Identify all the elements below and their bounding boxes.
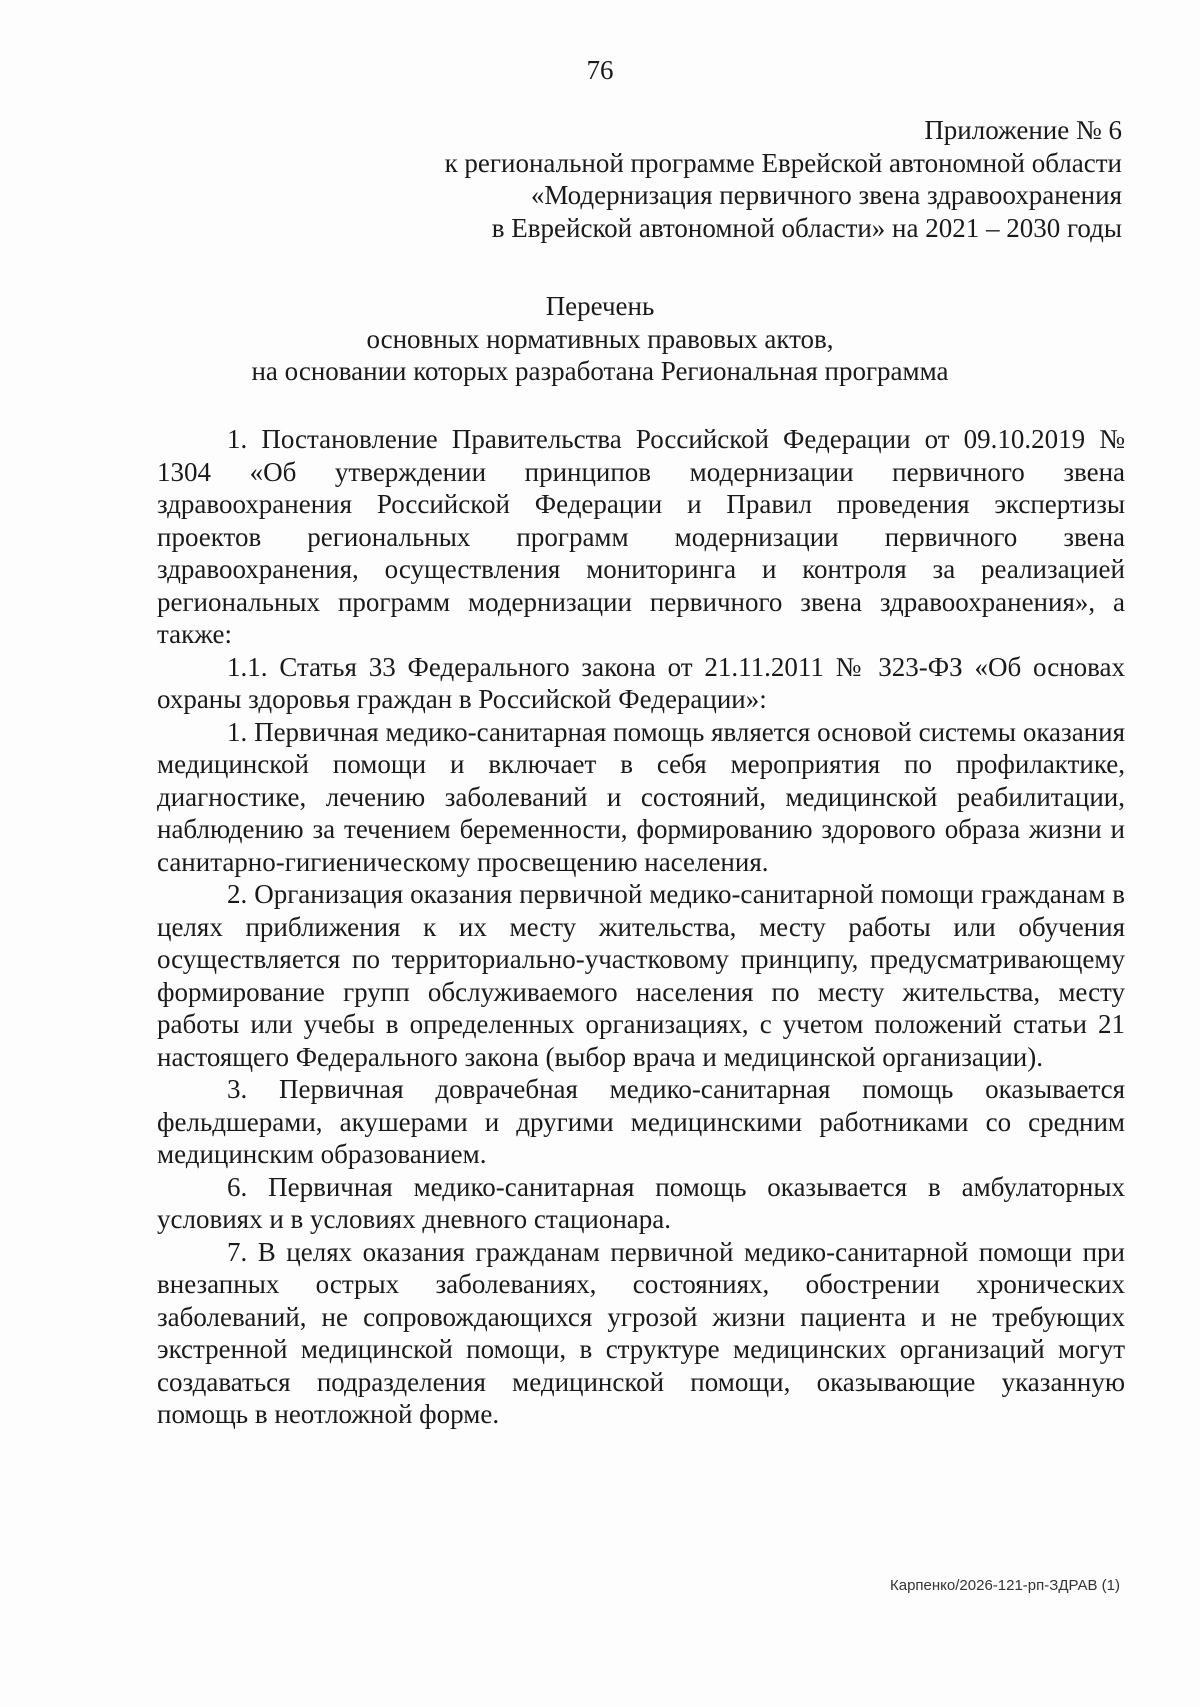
paragraph-item-6: 6. Первичная медико-санитарная помощь оказывается в амбулаторных условиях и в условиях дневного стационара. xyxy=(157,1171,1125,1234)
paragraph-article-33: 1.1. Статья 33 Федерального закона от 21.11.2011 № 323-ФЗ «Об основах охраны здоровья граждан в Российской Федерации»: xyxy=(157,651,1125,714)
title-line-2: основных нормативных правовых актов, xyxy=(366,323,834,354)
document-body xyxy=(157,423,1125,1431)
document-title xyxy=(0,290,1200,388)
page-number: 76 xyxy=(586,55,614,85)
paragraph-decree: 1. Постановление Правительства Российской Федерации от 09.10.2019 № 1304 «Об утверждении принципов модернизации первичного звена здравоохранения Российской Федерации и Правил проведения экспертизы проектов региональных программ модернизации первичного звена здравоохранения, осуществления мониторинга и контроля за реализацией региональных программ модернизации первичного звена здравоохранения», а также: xyxy=(157,424,1125,649)
paragraph-item-2: 2. Организация оказания первичной медико-санитарной помощи гражданам в целях приближения к их месту жительства, месту работы или обучения осуществляется по территориально-участковому принципу, предусматривающему формирование групп обслуживаемого населения по месту жительства, месту работы или учебы в определенных организациях, с учетом положений статьи 21 настоящего Федерального закона (выбор врача и медицинской организации). xyxy=(157,879,1125,1072)
appendix-line-3: «Модернизация первичного звена здравоохранения xyxy=(530,180,1122,210)
appendix-line-1: Приложение № 6 xyxy=(924,115,1122,145)
paragraph-item-1: 1. Первичная медико-санитарная помощь является основой системы оказания медицинской помощи и включает в себя мероприятия по профилактике, диагностике, лечению заболеваний и состояний, медицинской реабилитации, наблюдению за течением беременности, формированию здорового образа жизни и санитарно-гигиеническому просвещению населения. xyxy=(157,716,1125,877)
appendix-line-2: к региональной программе Еврейской автономной области xyxy=(444,147,1122,178)
title-line-1: Перечень xyxy=(545,291,655,321)
paragraph-item-3: 3. Первичная доврачебная медико-санитарная помощь оказывается фельдшерами, акушерами и другими медицинскими работниками со средним медицинским образованием. xyxy=(157,1074,1125,1169)
document-footer-code: Карпенко/2026-121-рп-ЗДРАВ (1) xyxy=(890,1577,1120,1594)
title-line-3: на основании которых разработана Региональная программа xyxy=(251,356,949,386)
paragraph-item-7: 7. В целях оказания гражданам первичной медико-санитарной помощи при внезапных острых заболеваниях, состояниях, обострении хронических заболеваний, не сопровождающихся угрозой жизни пациента и не требующих экстренной медицинской помощи, в структуре медицинских организаций могут создаваться подразделения медицинской помощи, оказывающие указанную помощь в неотложной форме. xyxy=(157,1236,1125,1429)
appendix-header xyxy=(302,114,1122,244)
appendix-line-4: в Еврейской автономной области» на 2021 – 2030 годы xyxy=(491,212,1122,243)
